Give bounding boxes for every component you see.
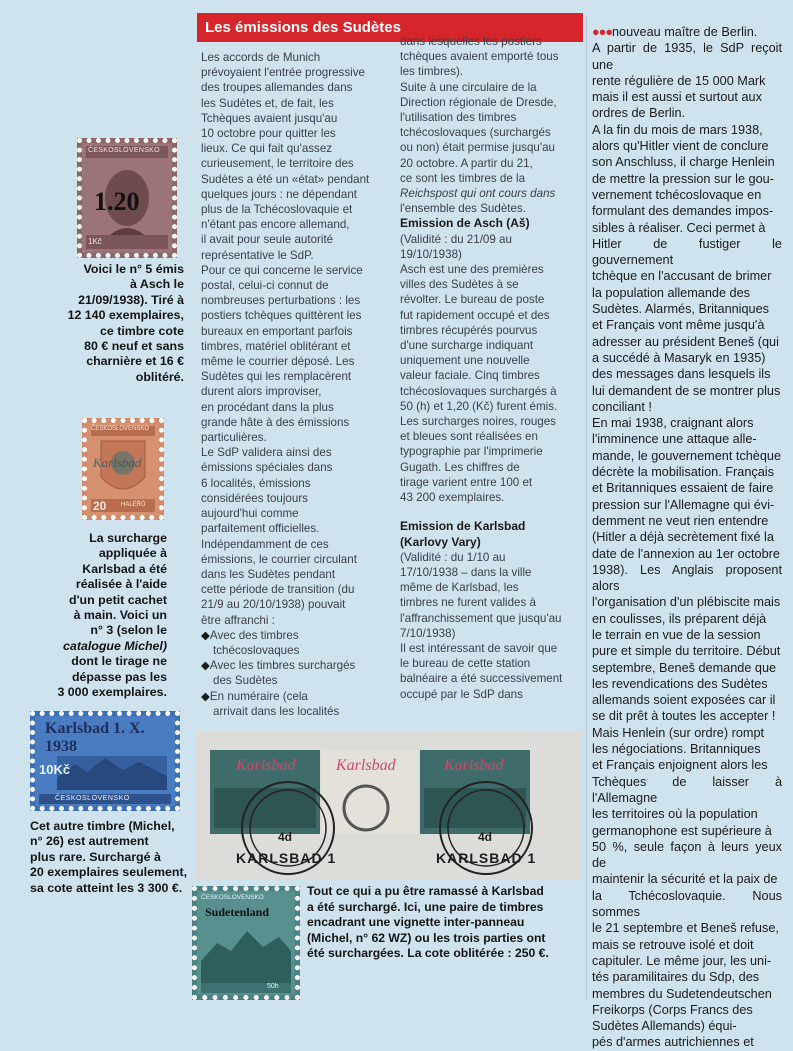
caption-line: d'un petit cachet [69,592,167,607]
text-line: et Britanniques essaient de faire [592,481,774,496]
caption-line: n° 3 (selon le [90,623,167,638]
text-line: en procédant dans la plus [201,400,334,414]
text-line: Le SdP validera ainsi des [201,446,332,460]
text-line: la population allemande des [592,285,751,300]
text-line: la Tchécoslovaquie. Nous sommes [592,888,782,920]
text-line: et bleues sont réalisées en [400,430,538,444]
stamp-karlsbad-20h [82,418,164,520]
text-line: 20 octobre. A partir du 21, [400,156,533,170]
text-line: Asch est une des premières [400,263,544,277]
text-column-1 [201,50,393,719]
text-line: 21/9 au 20/10/1938) pouvait [201,598,346,612]
text-line: Les accords de Munich [201,51,321,64]
text-line: 1938). Les Anglais proposent alors [592,562,782,594]
stamp-karlsbad-10kc-value: 10Kč [39,762,71,777]
text-line: uniquement une nouvelle [400,354,530,368]
text-column-3 [592,24,782,1051]
text-line: valeur faciale. Cinq timbres [400,369,540,383]
column-divider [586,15,587,1000]
text-line: ce sont les timbres de la [400,171,526,185]
text-line: allemands soient exposées car il [592,693,776,708]
text-line: Sudètes Allemands) équi- [592,1019,737,1034]
text-line: les territoires où la population [592,807,758,822]
text-line: pés d'armes autrichiennes et [592,1035,754,1050]
text-line: prévoyaient l'entrée progressive [201,66,365,80]
text-line: vernement tchécoslovaque en [592,187,762,202]
text-line: a succédé à Masaryk en 1935) [592,350,766,365]
text-line: grande hâte à des émissions [201,415,350,429]
text-line: et Français enjoignent alors les [592,758,768,773]
caption-line: appliquée à [98,546,167,561]
text-line: même de Karlsbad, les [400,581,519,595]
caption-line: 20 exemplaires seulement, [30,865,188,880]
text-line: bureaux en emportant parfois [201,324,353,338]
text-column-2 [400,35,582,702]
text-line: il avait pour seule autorité [201,233,334,247]
text-line: pure et simple du territoire. Début [592,644,781,659]
stamp-column [0,0,195,1000]
caption-line: 21/09/1938). Tiré à [78,292,184,307]
stamp-karlsbad-20h-unit: HALÉŘŮ [121,502,146,508]
caption-line: réalisée à l'aide [75,577,167,592]
text-line: 7/10/1938) [400,626,456,640]
caption-line: Tout ce qui a pu être ramassé à Karlsbad [307,884,544,898]
text-line: En mai 1938, craignant alors [592,416,754,431]
text-line: particulières. [201,431,267,445]
section-title: Les émissions des Sudètes [197,13,583,42]
text-line: Pour ce qui concerne le service [201,263,363,277]
stamp-asch-country: ČESKOSLOVENSKO [88,147,160,154]
text-line: Reichspost qui ont cours dans [400,187,556,201]
text-line: (Validité : du 21/09 au [400,232,512,246]
stamp-karlsbad-10kc-country: ČESKOSLOVENSKO [55,795,130,802]
stamp-sudetenland-value: 50h [267,983,279,990]
text-line: être affranchi : [201,613,275,627]
text-line: de mettre la pression sur le gou- [592,171,774,186]
bullet-item: ◆ Avec des timbres [201,628,393,643]
caption-line: 80 € neuf et sans [84,339,184,354]
text-line: septembre, Beneš demande que [592,660,777,675]
text-line: conciliant ! [592,399,652,414]
text-line: émissions spéciales dans [201,461,333,475]
text-line: mais se retrouve isolé et doit [592,937,754,952]
text-line: des messages dans lesquels ils [592,367,771,382]
caption-strip [307,884,579,962]
stamp-karlsbad-20h-country: ČESKOSLOVENSKO [91,426,150,432]
text-line: 50 (h) et 1,20 (Kč) furent émis. [400,399,558,413]
svg-text:Karlsbad: Karlsbad [444,757,504,774]
text-line: le terrain en vue de la session [592,627,761,642]
text-line: durent alors improviser, [201,385,322,399]
caption-line: La surcharge [89,531,167,545]
text-line: 50 %, seule façon à leurs yeux de [592,839,782,871]
text-line: curieusement, le territoire des [201,157,354,171]
text-line: fut rapidement occupé et des [400,308,550,322]
text-line: (Validité : du 1/10 au [400,550,506,564]
text-line: tés paramilitaires du Sdp, des [592,970,760,985]
text-line: les Sudètes et, de fait, les [201,96,334,110]
text-line: mais il est aussi et surtout aux [592,90,762,105]
caption-line: Cet autre timbre (Michel, [30,819,175,833]
text-line: membres du Sudetendeutschen [592,986,772,1001]
text-line: son Anschluss, il charge Henlein [592,155,775,170]
stamp-karlsbad-10kc-overprint: Karlsbad 1. X. 1938 [45,720,145,755]
text-line: adresser au président Beneš (qui [592,334,779,349]
text-line: 19/10/1938) [400,247,462,261]
text-line: Indépendamment de ces [201,537,329,551]
text-line: (Hitler a déjà secrètement fixé la [592,530,774,545]
text-line: Suite à une circulaire de la [400,80,537,94]
text-line: 6 localités, émissions [201,476,311,490]
text-line: considérées toujours [201,491,308,505]
text-line: Freikorps (Corps Francs des [592,1002,753,1017]
caption-line: 12 140 exemplaires, [67,308,184,323]
text-line [592,24,782,40]
subheading-karlsbad-sub: (Karlovy Vary) [400,534,481,549]
text-line: timbres ne furent valides à [400,596,536,610]
text-line: aujourd'hui comme [201,507,299,521]
caption-line: à Asch le [130,277,184,292]
text-line: Tchèques de laisser à l'Allemagne [592,774,782,805]
caption-line: sa cote atteint les 3 300 €. [30,880,183,895]
text-line: tchécoslovaques (surchargés [400,126,551,140]
caption-karlsbad-20h [40,531,167,700]
text-line: rente régulière de 15 000 Mark [592,73,766,88]
text-line: Tchèques avaient jusqu'au [201,111,338,125]
svg-text:Karlsbad: Karlsbad [336,757,396,774]
stamp-asch-value: 1Kč [88,237,102,246]
stamp-karlsbad-20h-overprint: Karlsbad [93,455,142,470]
caption-line: charnière et 16 € [86,354,184,369]
caption-line: dont le tirage ne [71,654,167,669]
text-line: l'utilisation des timbres [400,111,517,125]
text-line: parfaitement officielles. [201,522,320,536]
stamp-karlsbad-20h-value: 20 [93,499,107,513]
text-line: maintenir la sécurité et la paix de [592,872,778,887]
text-line: plus de la Tchécoslovaquie et [201,203,353,217]
text-line: les revendications des Sudètes [592,676,768,691]
text-line: 10 octobre pour quitter les [201,127,336,141]
text-line: Hitler de fustiger le gouvernement [592,236,782,268]
text-line: des troupes allemandes dans [201,81,353,95]
text-line: date de l'annexion au 1er octobre [592,546,780,561]
caption-line: (Michel, n° 62 WZ) ou les trois parties ont [307,930,546,945]
caption-karlsbad-10kc [30,819,195,896]
caption-line: dépasse pas les [71,669,167,684]
caption-line: oblitéré. [135,369,184,384]
postmark-text-right: KARLSBAD 1 [436,850,537,866]
text-line: émissions, le courrier circulant [201,552,357,566]
caption-line: catalogue Michel) [63,638,167,653]
postmark-day-left: 4d [278,830,293,844]
text-line: le bureau de cette station [400,657,531,671]
text-line: Les surcharges noires, rouges [400,415,556,429]
text-line: l'imminence une attaque alle- [592,432,757,447]
text-line: l'organisation d'un plébiscite mais [592,595,781,610]
postmark-day-right: 4d [478,830,493,844]
text-line: dans lesquelles les postiers [400,35,542,48]
text-line: germanophone est supérieure à [592,823,772,838]
text-line: les négociations. Britanniques [592,742,761,757]
text-line: capituler. Le même jour, les uni- [592,953,772,968]
caption-line: a été surchargé. Ici, une paire de timbres [307,899,544,914]
text-line: balnéaire a été successivement [400,672,563,686]
text-line: Mais Henlein (sur ordre) rompt [592,725,765,740]
stamp-asch-overprint: 1.20 [94,187,140,216]
bullet-item-cont: des Sudètes [213,674,278,688]
text-line: Direction régionale de Dresde, [400,95,557,109]
text-line: même le courrier déposé. Les [201,355,355,369]
text-line: et Français vont même jusqu'à [592,318,765,333]
stamp-sudetenland [192,886,300,1000]
stamp-karlsbad-10kc [30,711,180,811]
postmark-text-left: KARLSBAD 1 [236,850,337,866]
svg-text:Karlsbad: Karlsbad [236,757,296,774]
text-line: tchécoslovaques surchargés à [400,384,557,398]
caption-line: 3 000 exemplaires. [57,685,167,700]
caption-line: à main. Voici un [73,608,167,623]
text-line: en coulisses, ils préparent déjà [592,611,767,626]
bullet-item-cont: arrivait dans les localités [213,704,340,718]
caption-line: été surchargées. La cote oblitérée : 250 €. [307,946,549,961]
text-line: 43 200 exemplaires. [400,491,505,505]
text-line: les timbres). [400,65,464,79]
caption-line: Karlsbad a été [82,561,167,576]
caption-asch [60,262,184,385]
text-line: ordres de Berlin. [592,106,686,121]
stamp-strip-photo [196,732,582,880]
subheading-asch: Emission de Asch (Aš) [400,216,530,231]
text-line: Sudètes. Alarmés, Britanniques [592,302,770,317]
text-line-content: nouveau maître de Berlin. [612,25,758,39]
text-line: A la fin du mois de mars 1938, [592,122,763,137]
text-line: formulant des demandes impos- [592,204,774,219]
text-line: dans les Sudètes pendant [201,567,336,581]
text-line: villes des Sudètes à se [400,278,519,292]
text-line: 17/10/1938 – dans la ville [400,565,532,579]
stamp-asch [77,138,177,258]
text-line: quelques jours : ne dépendant [201,187,357,201]
text-line: timbres, matériel oblitérant et [201,339,351,353]
text-line: mande, le gouvernement tchèque [592,448,782,463]
text-line: pression sur l'Allemagne qui évi- [592,497,775,512]
text-line: l'ensemble des Sudètes. [400,202,526,216]
text-line: représentative le SdP. [201,248,314,262]
text-line: d'une surcharge indiquant [400,339,534,353]
caption-line: n° 26) est autrement [30,834,149,849]
text-line: ou non) était permise jusqu'au [400,141,555,155]
text-line: le 21 septembre et Beneš refuse, [592,921,779,936]
stamp-sudetenland-overprint: Sudetenland [205,905,270,919]
text-line: lui demandent de se montrer plus [592,383,781,398]
text-line: tirage varient entre 100 et [400,475,533,489]
text-line: se dit prêt à toutes les accepter ! [592,709,776,724]
text-line: Il est intéressant de savoir que [400,641,558,655]
text-line: occupé par le SdP dans [400,687,523,701]
caption-line: plus rare. Surchargé à [30,849,161,864]
text-line: typographie par l'imprimerie [400,445,543,459]
bullet-item-cont: tchécoslovaques [213,643,300,657]
text-line: révolter. Le bureau de poste [400,293,545,307]
text-line: sibles à réaliser. Ceci permet à [592,220,766,235]
subheading-karlsbad: Emission de Karlsbad [400,519,526,534]
text-line: cette période de transition (du [201,583,355,597]
text-line: Sudètes a été un «état» pendant [201,172,370,186]
caption-line: Voici le n° 5 émis [83,262,184,276]
dots-marker: ●●● [592,25,612,39]
text-line: n'étant pas encore allemand, [201,218,350,232]
stamp-sudetenland-country: ČESKOSLOVENSKO [201,894,264,901]
text-line: postal, celui-ci connut de [201,279,329,293]
text-line: A partir de 1935, le SdP reçoit une [592,41,782,72]
text-line: Gugath. Les chiffres de [400,460,520,474]
bullet-item: ◆ En numéraire (cela [201,689,393,704]
text-line: tchèques avaient emporté tous [400,50,559,64]
caption-line: encadrant une vignette inter-panneau [307,915,525,930]
text-line: lieux. Ce qui fait qu'assez [201,142,333,156]
text-line: décrète la mobilisation. Français [592,465,774,480]
text-line: postiers tchèques quittèrent les [201,309,362,323]
text-line: tchèque en l'accusant de brimer [592,269,772,284]
text-line: l'affranchissement que jusqu'au [400,611,562,625]
text-line: alors qu'Hitler vient de conclure [592,139,769,154]
caption-line: ce timbre cote [99,323,184,338]
text-line: Sudètes qui les remplacèrent [201,370,352,384]
text-line: nombreuses perturbations : les [201,294,361,308]
text-line: demment ne veut rien entendre [592,513,769,528]
text-line: timbres récupérés pourvus [400,323,538,337]
bullet-item: ◆ Avec les timbres surchargés [201,658,393,673]
